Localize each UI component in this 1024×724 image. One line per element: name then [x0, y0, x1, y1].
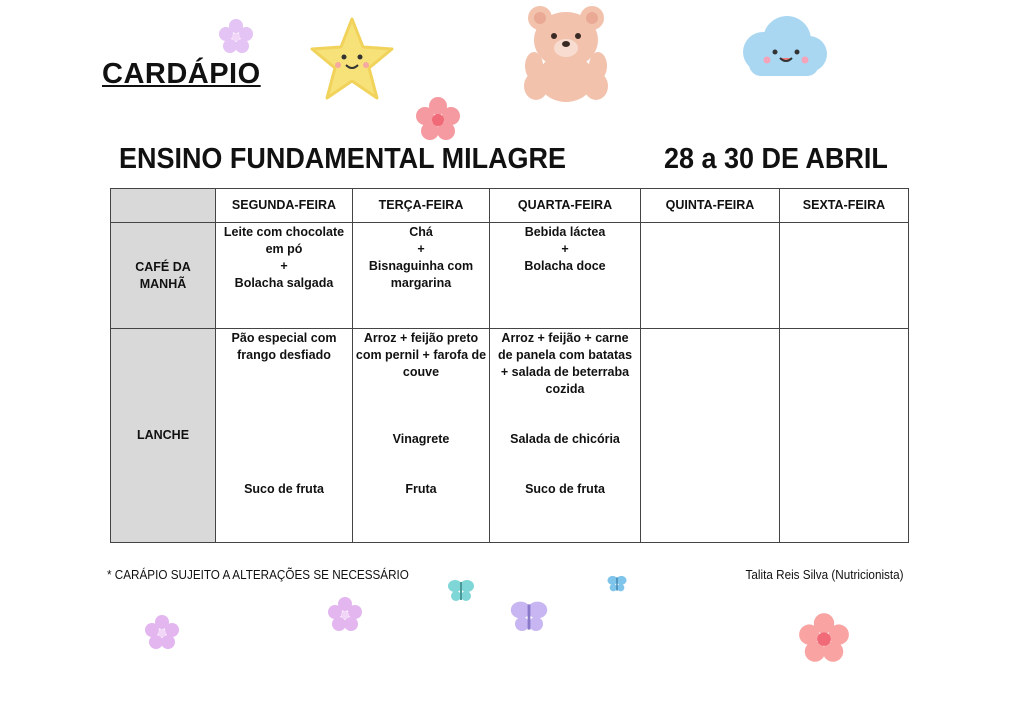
- disclaimer-note: * CARÁPIO SUJEITO A ALTERAÇÕES SE NECESSÁRIO: [107, 567, 409, 582]
- menu-item: Bolacha doce: [524, 259, 606, 273]
- flower-icon: [218, 18, 254, 54]
- menu-item: Bebida láctea: [524, 225, 606, 239]
- column-header: QUINTA-FEIRA: [641, 189, 780, 223]
- column-header: QUARTA-FEIRA: [490, 189, 641, 223]
- drink-item: Suco de fruta: [244, 482, 324, 496]
- menu-item: de panela com batatas: [497, 348, 633, 362]
- menu-cell: [353, 329, 490, 543]
- menu-item: frango desfiado: [237, 348, 331, 362]
- table-row: [111, 223, 909, 329]
- date-range: 28 a 30 DE ABRIL: [664, 143, 888, 175]
- menu-cell: [490, 223, 641, 329]
- table-row: [111, 329, 909, 543]
- column-header: SEGUNDA-FEIRA: [216, 189, 353, 223]
- butterfly-icon: [506, 596, 552, 638]
- menu-item: com pernil + farofa de: [355, 348, 487, 362]
- star-icon: [308, 15, 396, 103]
- menu-item: Pão especial com: [231, 331, 337, 345]
- menu-item: Bisnaguinha com: [368, 259, 474, 273]
- menu-item: +: [561, 242, 569, 256]
- menu-item: cozida: [545, 382, 585, 396]
- menu-item: Arroz + feijão preto: [363, 331, 479, 345]
- menu-cell: [780, 329, 909, 543]
- menu-item: +: [280, 259, 288, 273]
- column-header: SEXTA-FEIRA: [780, 189, 909, 223]
- menu-cell: [353, 223, 490, 329]
- row-label: CAFÉ DA: [135, 259, 191, 274]
- table-header-row: [111, 189, 909, 223]
- menu-item: +: [417, 242, 425, 256]
- drink-item: Suco de fruta: [525, 482, 605, 496]
- menu-cell: [641, 223, 780, 329]
- menu-cell: [216, 223, 353, 329]
- menu-cell: [780, 223, 909, 329]
- menu-item: Bolacha salgada: [234, 276, 334, 290]
- menu-cell: [490, 329, 641, 543]
- menu-item: Leite com chocolate: [223, 225, 345, 239]
- flower-icon: [144, 614, 180, 650]
- butterfly-icon: [446, 576, 476, 606]
- cloud-icon: [735, 12, 831, 84]
- menu-item: margarina: [390, 276, 452, 290]
- menu-item: em pó: [265, 242, 303, 256]
- menu-item: couve: [402, 365, 440, 379]
- side-item: Salada de chicória: [510, 432, 620, 446]
- menu-cell: [216, 329, 353, 543]
- page-title: CARDÁPIO: [102, 58, 261, 90]
- menu-table: [110, 188, 909, 543]
- flower-icon: [415, 96, 461, 142]
- row-label: MANHÃ: [139, 276, 187, 291]
- menu-item: Arroz + feijão + carne: [501, 331, 629, 345]
- nutritionist-signature: Talita Reis Silva (Nutricionista): [745, 567, 904, 582]
- flower-icon: [327, 596, 363, 632]
- menu-cell: [641, 329, 780, 543]
- school-name: ENSINO FUNDAMENTAL MILAGRE: [119, 143, 566, 175]
- column-header: TERÇA-FEIRA: [353, 189, 490, 223]
- table-corner-cell: [111, 189, 216, 223]
- row-label: LANCHE: [136, 428, 190, 442]
- butterfly-icon: [605, 573, 629, 595]
- menu-item: Chá: [409, 225, 433, 239]
- row-header-breakfast: [111, 223, 216, 329]
- row-header-snack: [111, 329, 216, 543]
- menu-item: + salada de beterraba: [500, 365, 630, 379]
- drink-item: Fruta: [405, 482, 437, 496]
- side-item: Vinagrete: [392, 432, 450, 446]
- teddy-bear-icon: [518, 4, 614, 104]
- flower-icon: [794, 612, 854, 664]
